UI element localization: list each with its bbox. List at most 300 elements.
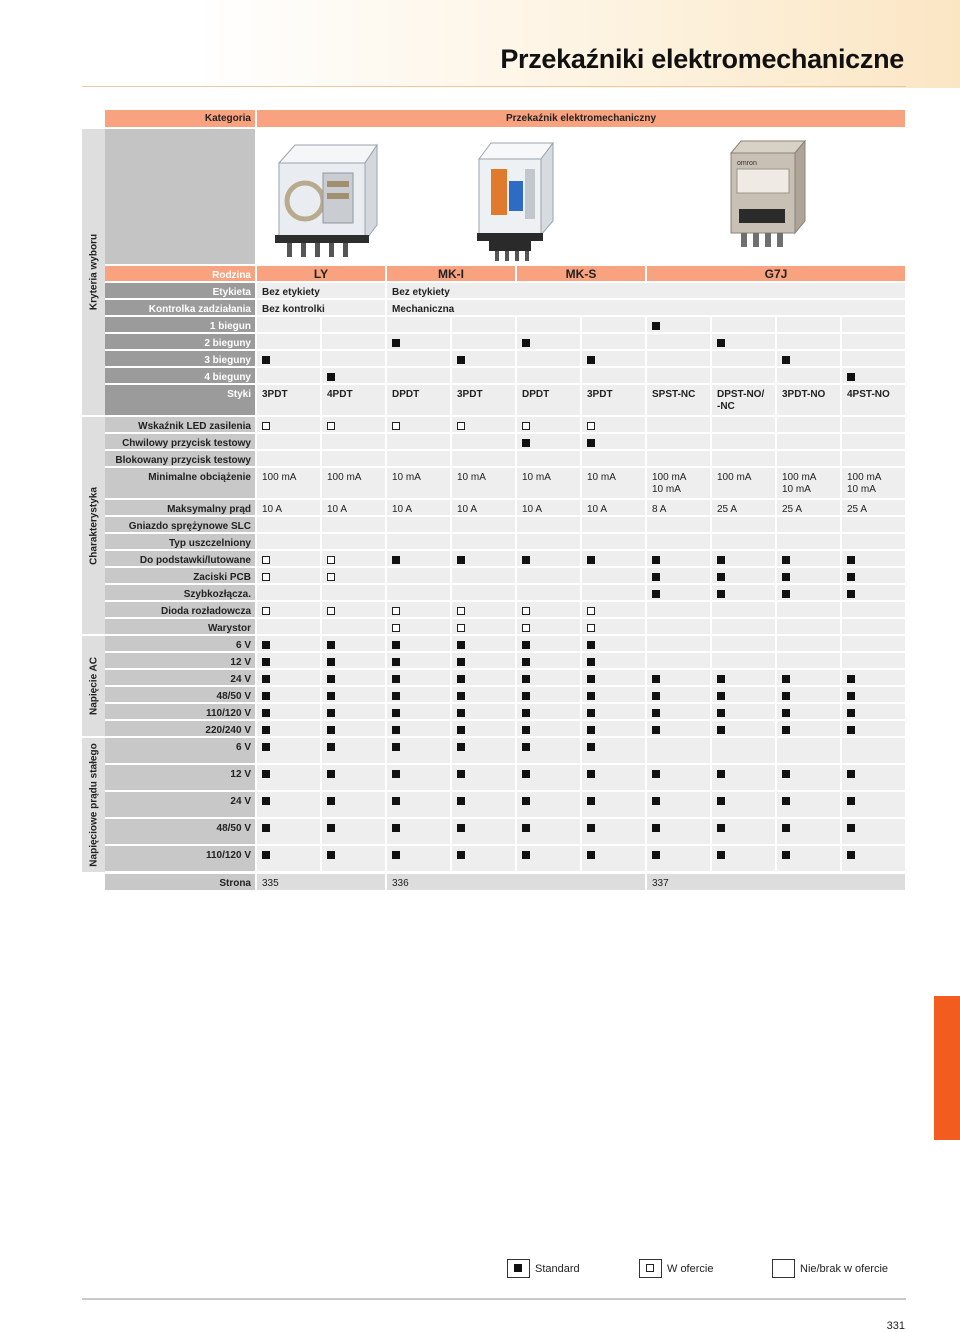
table-cell: [452, 704, 515, 719]
standard-mark-icon: [847, 675, 855, 683]
table-cell: [842, 846, 905, 871]
table-cell: [257, 451, 320, 466]
standard-mark-icon: [392, 658, 400, 666]
standard-mark-icon: [652, 726, 660, 734]
table-cell: [712, 451, 775, 466]
row-characteristic: [105, 451, 905, 466]
table-cell: [387, 619, 450, 634]
value-line: 100 mA: [327, 472, 362, 483]
offer-mark-icon: [587, 607, 595, 615]
row-characteristic: [105, 434, 905, 449]
row-rodzina: [105, 266, 905, 281]
standard-mark-icon: [327, 743, 335, 751]
table-cell: [647, 846, 710, 871]
row-etykieta: [105, 283, 905, 298]
table-cell: [257, 670, 320, 685]
table-cell: [777, 704, 840, 719]
table-cell: [517, 334, 580, 349]
standard-mark-icon: [587, 824, 595, 832]
table-cell: [322, 551, 385, 566]
row-poles: [105, 368, 905, 383]
standard-mark-icon: [457, 556, 465, 564]
legend-standard: [507, 1259, 617, 1279]
table-cell: [712, 585, 775, 600]
standard-mark-icon: [522, 692, 530, 700]
standard-mark-icon: [262, 709, 270, 717]
table-cell: [842, 334, 905, 349]
table-cell: [777, 792, 840, 817]
row-label: 24 V: [105, 670, 255, 685]
table-cell: [387, 846, 450, 871]
table-cell: [452, 568, 515, 583]
standard-mark-icon: [782, 851, 790, 859]
table-cell: [517, 317, 580, 332]
standard-mark-icon: [652, 692, 660, 700]
standard-mark-icon: [457, 824, 465, 832]
standard-mark-icon: [587, 439, 595, 447]
row-label: 12 V: [105, 653, 255, 668]
value-cell: [777, 468, 840, 498]
table-cell: [452, 738, 515, 763]
table-cell: [647, 819, 710, 844]
row-dc-voltage: [105, 819, 905, 844]
table-cell: [777, 670, 840, 685]
table-cell: [452, 670, 515, 685]
standard-mark-icon: [392, 556, 400, 564]
standard-mark-icon: [327, 797, 335, 805]
family-name: LY: [313, 267, 329, 281]
standard-mark-icon: [652, 770, 660, 778]
value-cell: [777, 500, 840, 515]
table-cell: [777, 417, 840, 432]
standard-mark-icon: [587, 797, 595, 805]
row-characteristic: [105, 517, 905, 532]
standard-mark-icon: [587, 851, 595, 859]
indicator-group-value: Mechaniczna: [392, 304, 455, 315]
table-cell: [257, 738, 320, 763]
standard-mark-icon: [847, 373, 855, 381]
value-line: 25 A: [782, 504, 803, 515]
row-label: 2 bieguny: [105, 334, 255, 349]
table-cell: [257, 846, 320, 871]
product-image-ly: [257, 129, 385, 264]
value-cell: [842, 500, 905, 515]
row-ac-voltage: [105, 670, 905, 685]
table-cell: [842, 819, 905, 844]
value-cell: [517, 468, 580, 498]
row-characteristic: [105, 568, 905, 583]
section-ac-label: Napięcie AC: [88, 657, 99, 715]
standard-mark-icon: [392, 770, 400, 778]
row-characteristic: [105, 585, 905, 600]
table-cell: [582, 636, 645, 651]
standard-mark-icon: [522, 824, 530, 832]
family-cell: [387, 266, 515, 281]
value-line: SPST-NC: [652, 389, 696, 400]
table-cell: [647, 585, 710, 600]
standard-mark-icon: [782, 797, 790, 805]
section-kryteria-label: Kryteria wyboru: [88, 233, 99, 311]
table-cell: [582, 317, 645, 332]
table-cell: [452, 792, 515, 817]
standard-mark-icon: [457, 726, 465, 734]
standard-mark-icon: [587, 556, 595, 564]
value-line: 10 A: [327, 504, 348, 515]
table-cell: [517, 687, 580, 702]
table-cell: [582, 619, 645, 634]
table-cell: [257, 653, 320, 668]
table-cell: [712, 653, 775, 668]
legend-standard-box: [507, 1259, 530, 1278]
table-cell: [517, 636, 580, 651]
standard-mark-icon: [782, 770, 790, 778]
row-kontrolka: [105, 300, 905, 315]
standard-mark-icon: [847, 573, 855, 581]
standard-mark-icon: [327, 824, 335, 832]
row-label: Minimalne obciążenie: [105, 468, 255, 498]
table-cell: [647, 334, 710, 349]
value-cell: [322, 468, 385, 498]
table-cell: [582, 451, 645, 466]
value-line: 10 A: [522, 504, 543, 515]
standard-mark-icon: [717, 675, 725, 683]
table-cell: [517, 551, 580, 566]
offer-mark-icon: [392, 624, 400, 632]
standard-mark-icon: [392, 726, 400, 734]
value-line: DPDT: [392, 389, 420, 400]
standard-mark-icon: [717, 726, 725, 734]
table-cell: [452, 317, 515, 332]
standard-mark-icon: [522, 770, 530, 778]
table-cell: [257, 704, 320, 719]
table-cell: [387, 602, 450, 617]
family-name: MK-I: [438, 267, 464, 281]
standard-mark-icon: [522, 556, 530, 564]
page-ref-cell: [647, 874, 905, 890]
standard-mark-icon: [457, 658, 465, 666]
table-cell: [647, 534, 710, 549]
row-label: 12 V: [105, 765, 255, 790]
value-line: 10 mA: [782, 484, 811, 495]
row-dc-voltage: [105, 846, 905, 871]
table-cell: [257, 636, 320, 651]
table-cell: [517, 792, 580, 817]
table-cell: [517, 721, 580, 736]
value-line: 10 A: [587, 504, 608, 515]
standard-mark-icon: [262, 658, 270, 666]
table-cell: [257, 819, 320, 844]
value-cell: [712, 385, 775, 415]
table-cell: [387, 585, 450, 600]
table-cell: [387, 704, 450, 719]
row-label: Rodzina: [105, 266, 255, 281]
table-cell: [517, 738, 580, 763]
value-line: 8 A: [652, 504, 667, 515]
table-cell: [842, 738, 905, 763]
value-line: 10 A: [457, 504, 478, 515]
table-cell: [387, 792, 450, 817]
table-cell: [777, 619, 840, 634]
value-cell: [257, 385, 320, 415]
table-cell: [777, 568, 840, 583]
row-dc-voltage: [105, 738, 905, 763]
standard-mark-icon: [262, 743, 270, 751]
table-cell: [647, 451, 710, 466]
row-label: Chwilowy przycisk testowy: [105, 434, 255, 449]
category-label: Kategoria: [204, 113, 251, 124]
table-cell: [387, 368, 450, 383]
table-cell: [387, 517, 450, 532]
row-label: Kontrolka zadziałania: [105, 300, 255, 315]
table-cell: [322, 351, 385, 366]
row-ac-voltage: [105, 653, 905, 668]
table-cell: [322, 670, 385, 685]
value-cell: [387, 468, 450, 498]
table-cell: [712, 636, 775, 651]
standard-mark-icon: [587, 726, 595, 734]
legend-none-label: Nie/brak w ofercie: [800, 1263, 889, 1275]
table-cell: [712, 704, 775, 719]
table-cell: [387, 738, 450, 763]
standard-mark-icon: [522, 675, 530, 683]
standard-mark-icon: [587, 658, 595, 666]
standard-mark-icon: [457, 675, 465, 683]
standard-mark-icon: [717, 573, 725, 581]
standard-mark-icon: [392, 675, 400, 683]
value-cell: [582, 385, 645, 415]
table-cell: [712, 721, 775, 736]
standard-mark-icon: [847, 824, 855, 832]
standard-mark-icon: [327, 641, 335, 649]
table-cell: [842, 602, 905, 617]
standard-mark-icon: [457, 356, 465, 364]
table-cell: [322, 568, 385, 583]
standard-mark-icon: [262, 356, 270, 364]
table-cell: [777, 653, 840, 668]
value-line: 100 mA: [717, 472, 752, 483]
value-cell: [582, 468, 645, 498]
legend-none: [772, 1259, 906, 1279]
table-cell: [842, 417, 905, 432]
value-line: -NC: [717, 401, 735, 412]
table-cell: [777, 687, 840, 702]
table-cell: [712, 368, 775, 383]
row-dc-voltage: [105, 765, 905, 790]
table-cell: [582, 738, 645, 763]
label-group-cell: [257, 283, 385, 298]
table-cell: [582, 368, 645, 383]
value-cell: [322, 500, 385, 515]
section-ac: [82, 636, 105, 736]
table-cell: [322, 738, 385, 763]
table-cell: [842, 534, 905, 549]
table-cell: [322, 846, 385, 871]
table-cell: [647, 704, 710, 719]
table-cell: [842, 317, 905, 332]
row-characteristic: [105, 619, 905, 634]
row-label: Szybkozłącza.: [105, 585, 255, 600]
value-line: 3PDT: [587, 389, 613, 400]
standard-mark-icon: [847, 692, 855, 700]
table-cell: [517, 585, 580, 600]
table-cell: [842, 368, 905, 383]
table-cell: [322, 792, 385, 817]
table-cell: [387, 721, 450, 736]
table-cell: [582, 602, 645, 617]
standard-mark-icon: [587, 641, 595, 649]
table-cell: [582, 670, 645, 685]
row-label: Blokowany przycisk testowy: [105, 451, 255, 466]
table-cell: [257, 534, 320, 549]
table-cell: [387, 687, 450, 702]
standard-mark-icon: [262, 770, 270, 778]
standard-mark-icon: [262, 824, 270, 832]
table-cell: [842, 434, 905, 449]
table-cell: [582, 819, 645, 844]
standard-mark-icon: [652, 573, 660, 581]
standard-mark-icon: [392, 743, 400, 751]
value-cell: [842, 468, 905, 498]
table-cell: [517, 434, 580, 449]
standard-mark-icon: [847, 797, 855, 805]
table-cell: [452, 585, 515, 600]
table-cell: [257, 585, 320, 600]
table-cell: [257, 568, 320, 583]
table-cell: [647, 738, 710, 763]
table-cell: [257, 602, 320, 617]
table-cell: [257, 765, 320, 790]
table-cell: [452, 687, 515, 702]
family-name: MK-S: [565, 267, 597, 281]
table-cell: [257, 792, 320, 817]
standard-mark-icon: [587, 675, 595, 683]
table-cell: [647, 517, 710, 532]
table-cell: [842, 568, 905, 583]
table-cell: [322, 819, 385, 844]
offer-mark-icon: [392, 422, 400, 430]
standard-mark-icon: [652, 556, 660, 564]
value-cell: [517, 385, 580, 415]
table-cell: [842, 670, 905, 685]
standard-mark-icon: [262, 692, 270, 700]
table-cell: [452, 602, 515, 617]
image-label-cell: [105, 129, 255, 264]
standard-mark-icon: [522, 339, 530, 347]
value-cell: [452, 385, 515, 415]
standard-mark-icon: [457, 797, 465, 805]
table-cell: [582, 653, 645, 668]
table-cell: [842, 687, 905, 702]
table-cell: [777, 765, 840, 790]
table-cell: [517, 765, 580, 790]
value-cell: [647, 385, 710, 415]
row-poles: [105, 334, 905, 349]
standard-mark-icon: [392, 824, 400, 832]
table-cell: [647, 417, 710, 432]
table-cell: [712, 551, 775, 566]
table-cell: [387, 765, 450, 790]
standard-mark-icon: [847, 590, 855, 598]
table-cell: [712, 619, 775, 634]
value-cell: [517, 500, 580, 515]
table-cell: [517, 653, 580, 668]
table-cell: [712, 417, 775, 432]
table-cell: [777, 434, 840, 449]
table-cell: [582, 351, 645, 366]
table-cell: [322, 619, 385, 634]
table-cell: [582, 417, 645, 432]
table-cell: [842, 636, 905, 651]
standard-mark-icon: [262, 726, 270, 734]
standard-mark-icon: [782, 726, 790, 734]
label-group-value: Bez etykiety: [262, 287, 320, 298]
offer-mark-icon: [392, 607, 400, 615]
table-cell: [257, 619, 320, 634]
standard-mark-icon: [847, 726, 855, 734]
row-label: Dioda rozładowcza: [105, 602, 255, 617]
standard-mark-icon: [717, 851, 725, 859]
table-cell: [582, 687, 645, 702]
table-cell: [257, 551, 320, 566]
section-dc: [82, 738, 105, 872]
standard-mark-icon: [652, 322, 660, 330]
row-label: 48/50 V: [105, 819, 255, 844]
standard-mark-icon: [717, 709, 725, 717]
table-cell: [517, 451, 580, 466]
table-cell: [647, 351, 710, 366]
row-label: Zaciski PCB: [105, 568, 255, 583]
table-cell: [517, 368, 580, 383]
table-cell: [777, 517, 840, 532]
table-cell: [322, 534, 385, 549]
offer-mark-icon: [327, 556, 335, 564]
table-cell: [777, 846, 840, 871]
table-cell: [582, 846, 645, 871]
table-cell: [777, 602, 840, 617]
table-cell: [647, 368, 710, 383]
row-label: Warystor: [105, 619, 255, 634]
table-cell: [452, 534, 515, 549]
standard-mark-icon: [457, 743, 465, 751]
table-cell: [517, 568, 580, 583]
value-line: 25 A: [717, 504, 738, 515]
table-cell: [582, 517, 645, 532]
table-cell: [387, 451, 450, 466]
value-line: DPST-NO/: [717, 389, 765, 400]
standard-mark-icon: [457, 851, 465, 859]
table-cell: [712, 351, 775, 366]
standard-mark-icon: [327, 373, 335, 381]
row-characteristic: [105, 602, 905, 617]
standard-mark-icon: [457, 692, 465, 700]
offer-mark-icon: [327, 422, 335, 430]
legend-offer-box: [639, 1259, 662, 1278]
table-cell: [517, 517, 580, 532]
standard-mark-icon: [587, 709, 595, 717]
table-cell: [387, 568, 450, 583]
page-ref: 335: [262, 878, 279, 889]
standard-mark-icon: [522, 797, 530, 805]
standard-mark-icon: [522, 726, 530, 734]
table-cell: [842, 585, 905, 600]
table-cell: [582, 434, 645, 449]
table-cell: [582, 534, 645, 549]
value-cell: [842, 385, 905, 415]
standard-mark-icon: [327, 709, 335, 717]
category-label-cell: [105, 110, 255, 127]
table-cell: [257, 351, 320, 366]
standard-mark-icon: [327, 770, 335, 778]
